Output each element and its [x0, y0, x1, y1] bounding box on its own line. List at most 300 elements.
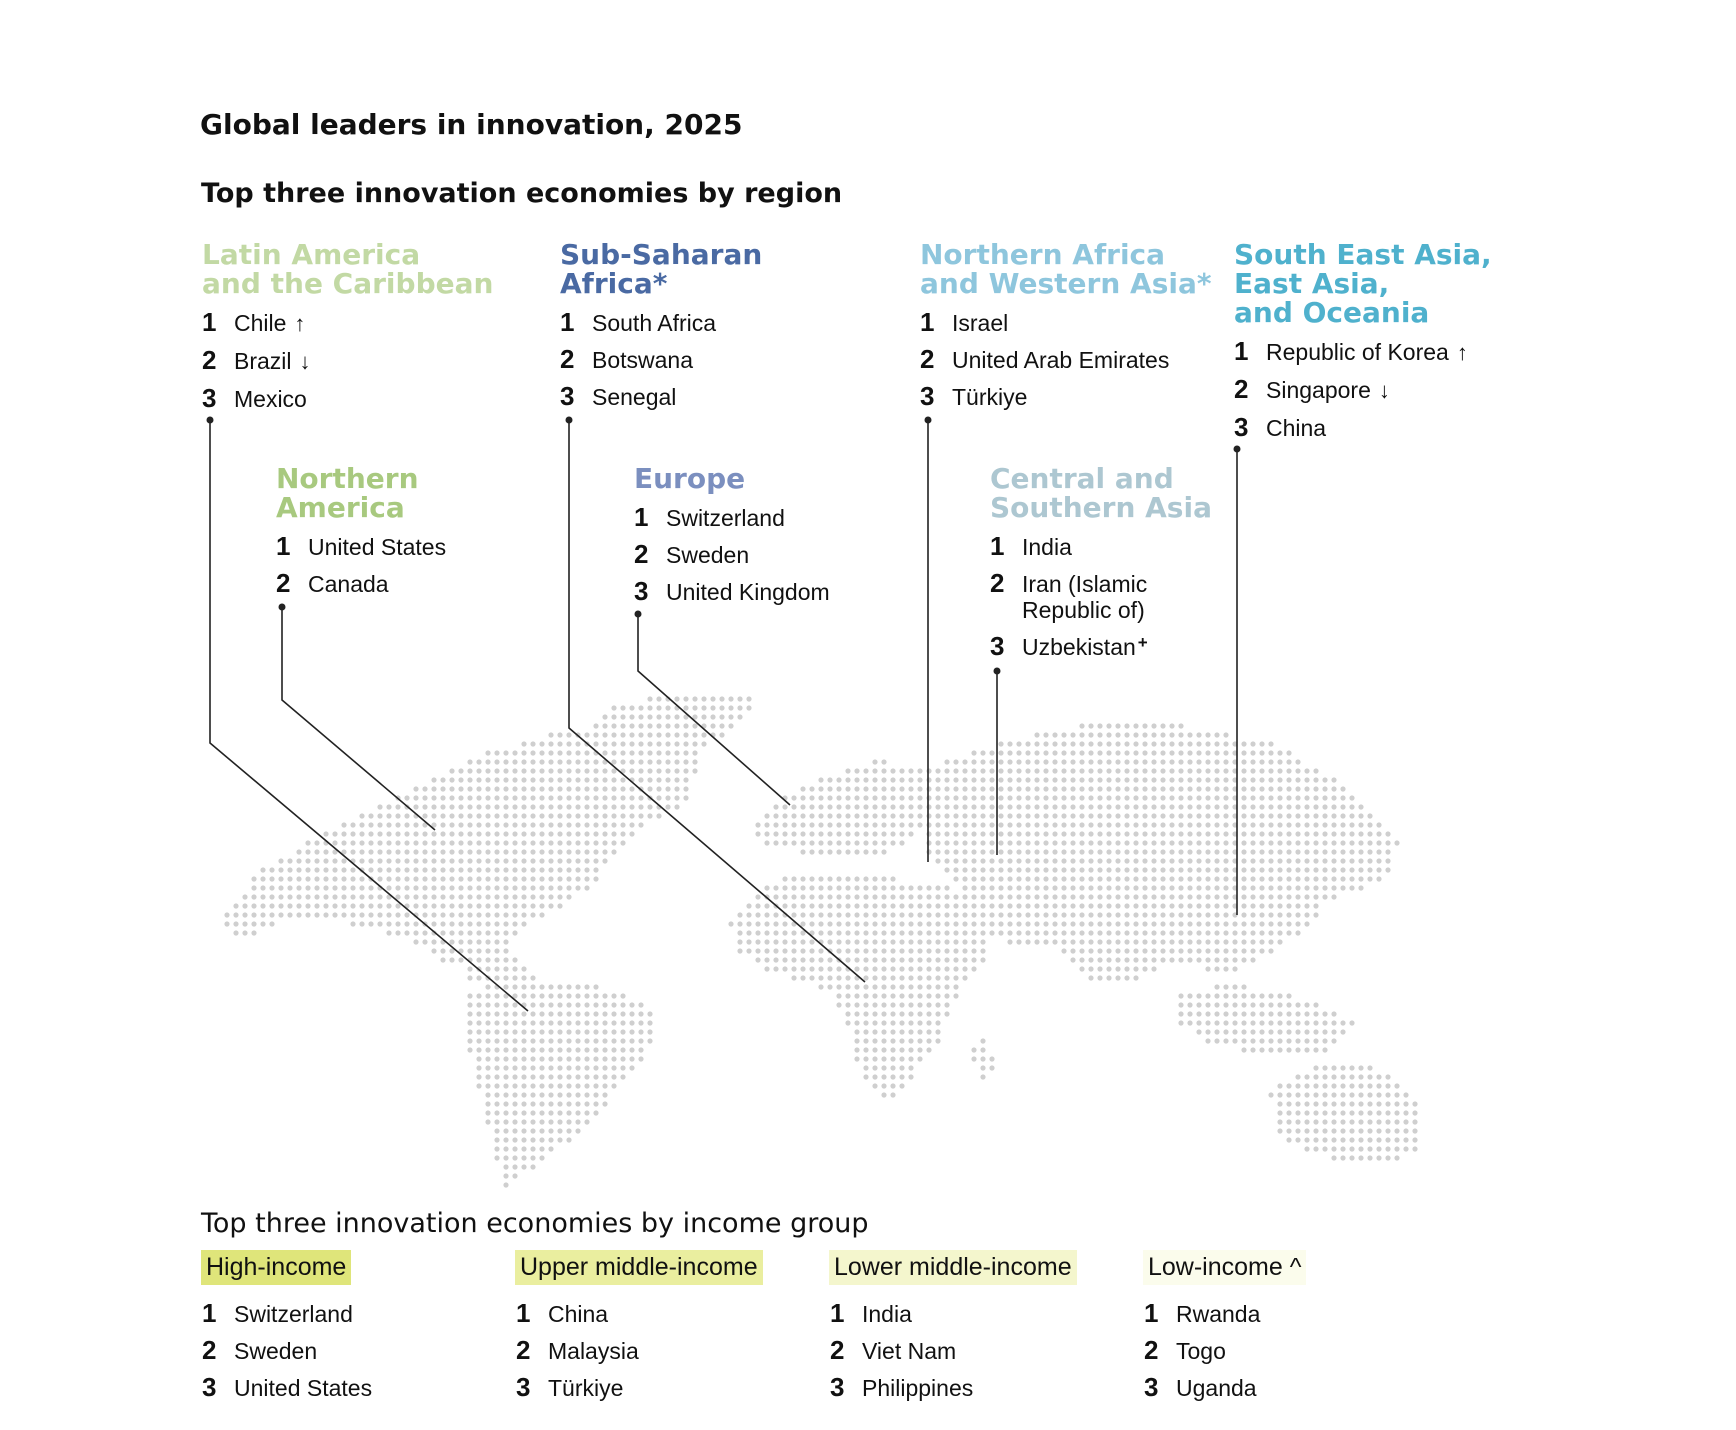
map-dot	[467, 903, 472, 908]
map-dot	[602, 1020, 607, 1025]
map-dot	[836, 894, 841, 899]
map-dot	[467, 1002, 472, 1007]
map-dot	[647, 1038, 652, 1043]
map-dot	[1232, 1011, 1237, 1016]
map-dot	[1124, 903, 1129, 908]
map-dot	[1187, 822, 1192, 827]
map-dot	[926, 975, 931, 980]
map-dot	[782, 903, 787, 908]
map-dot	[1358, 1119, 1363, 1124]
map-dot	[1394, 1110, 1399, 1115]
map-dot	[1358, 1065, 1363, 1070]
map-dot	[395, 858, 400, 863]
map-dot	[872, 984, 877, 989]
map-dot	[575, 741, 580, 746]
map-dot	[1043, 750, 1048, 755]
map-dot	[845, 777, 850, 782]
map-dot	[1331, 1101, 1336, 1106]
map-dot	[944, 885, 949, 890]
map-dot	[1052, 840, 1057, 845]
map-dot	[503, 777, 508, 782]
map-dot	[1052, 939, 1057, 944]
map-dot	[1034, 858, 1039, 863]
map-dot	[926, 777, 931, 782]
map-dot	[998, 795, 1003, 800]
map-dot	[674, 804, 679, 809]
map-dot	[800, 948, 805, 953]
map-dot	[1277, 912, 1282, 917]
map-dot	[665, 741, 670, 746]
map-dot	[890, 1092, 895, 1097]
map-dot	[557, 993, 562, 998]
map-dot	[368, 921, 373, 926]
map-dot	[1106, 930, 1111, 935]
map-dot	[1241, 876, 1246, 881]
rank-number: 3	[920, 381, 935, 411]
map-dot	[593, 1047, 598, 1052]
map-dot	[575, 876, 580, 881]
map-dot	[917, 1038, 922, 1043]
map-dot	[1322, 840, 1327, 845]
map-dot	[314, 840, 319, 845]
map-dot	[1079, 894, 1084, 899]
map-dot	[980, 957, 985, 962]
leader-dot	[207, 417, 214, 424]
map-dot	[1349, 804, 1354, 809]
rank-number: 3	[560, 381, 575, 411]
map-dot	[1178, 867, 1183, 872]
map-dot	[818, 894, 823, 899]
map-dot	[1286, 912, 1291, 917]
map-dot	[305, 849, 310, 854]
map-dot	[872, 1056, 877, 1061]
map-dot	[539, 759, 544, 764]
map-dot	[1322, 1128, 1327, 1133]
map-dot	[503, 858, 508, 863]
map-dot	[503, 984, 508, 989]
map-dot	[980, 804, 985, 809]
map-dot	[386, 885, 391, 890]
map-dot	[1052, 912, 1057, 917]
map-dot	[1178, 723, 1183, 728]
map-dot	[1376, 822, 1381, 827]
map-dot	[1259, 1002, 1264, 1007]
map-dot	[449, 930, 454, 935]
map-dot	[449, 831, 454, 836]
map-dot	[1079, 885, 1084, 890]
map-dot	[548, 1119, 553, 1124]
map-dot	[1214, 957, 1219, 962]
map-dot	[1097, 885, 1102, 890]
map-dot	[1070, 786, 1075, 791]
map-dot	[476, 777, 481, 782]
map-dot	[881, 921, 886, 926]
map-dot	[953, 858, 958, 863]
map-dot	[1268, 831, 1273, 836]
map-dot	[1007, 849, 1012, 854]
map-dot	[1313, 1020, 1318, 1025]
map-dot	[1178, 1011, 1183, 1016]
map-dot	[872, 912, 877, 917]
map-dot	[1322, 1011, 1327, 1016]
map-dot	[980, 786, 985, 791]
map-dot	[1313, 831, 1318, 836]
map-dot	[1124, 912, 1129, 917]
map-dot	[1178, 786, 1183, 791]
map-dot	[926, 1029, 931, 1034]
map-dot	[944, 948, 949, 953]
map-dot	[1259, 795, 1264, 800]
map-dot	[1367, 1065, 1372, 1070]
map-dot	[1214, 786, 1219, 791]
map-dot	[638, 741, 643, 746]
map-dot	[1295, 930, 1300, 935]
map-dot	[845, 804, 850, 809]
map-dot	[827, 930, 832, 935]
map-dot	[1097, 876, 1102, 881]
map-dot	[782, 840, 787, 845]
map-dot	[458, 930, 463, 935]
map-dot	[1079, 966, 1084, 971]
map-dot	[1061, 885, 1066, 890]
map-dot	[620, 1047, 625, 1052]
map-dot	[1169, 759, 1174, 764]
map-dot	[1331, 876, 1336, 881]
map-dot	[908, 1029, 913, 1034]
map-dot	[899, 795, 904, 800]
map-dot	[548, 1020, 553, 1025]
map-dot	[1160, 921, 1165, 926]
map-dot	[1043, 939, 1048, 944]
map-dot	[494, 1056, 499, 1061]
map-dot	[1196, 1011, 1201, 1016]
map-dot	[836, 813, 841, 818]
map-dot	[530, 1011, 535, 1016]
map-dot	[917, 804, 922, 809]
map-dot	[1142, 804, 1147, 809]
map-dot	[971, 804, 976, 809]
map-dot	[575, 768, 580, 773]
map-dot	[1133, 723, 1138, 728]
map-dot	[998, 786, 1003, 791]
map-dot	[1349, 840, 1354, 845]
map-dot	[944, 1011, 949, 1016]
map-dot	[1367, 1155, 1372, 1160]
map-dot	[764, 813, 769, 818]
map-dot	[962, 804, 967, 809]
region-name: Latin America and the Caribbean	[202, 238, 494, 300]
map-dot	[1205, 885, 1210, 890]
map-dot	[1079, 849, 1084, 854]
map-dot	[512, 813, 517, 818]
map-dot	[548, 903, 553, 908]
map-dot	[521, 1101, 526, 1106]
map-dot	[872, 939, 877, 944]
map-dot	[476, 903, 481, 908]
map-dot	[737, 921, 742, 926]
map-dot	[1295, 885, 1300, 890]
map-dot	[854, 840, 859, 845]
map-dot	[458, 786, 463, 791]
map-dot	[1106, 921, 1111, 926]
map-dot	[575, 885, 580, 890]
map-dot	[458, 867, 463, 872]
map-dot	[1268, 912, 1273, 917]
map-dot	[611, 840, 616, 845]
region-central-southern-asia	[990, 464, 1212, 665]
map-dot	[485, 903, 490, 908]
map-dot	[764, 948, 769, 953]
map-dot	[800, 939, 805, 944]
map-dot	[818, 984, 823, 989]
map-dot	[557, 1020, 562, 1025]
map-dot	[395, 930, 400, 935]
map-dot	[836, 822, 841, 827]
map-dot	[665, 705, 670, 710]
map-dot	[323, 894, 328, 899]
country-name: Mexico	[234, 386, 307, 412]
map-dot	[1142, 867, 1147, 872]
map-dot	[1070, 867, 1075, 872]
map-dot	[1250, 1002, 1255, 1007]
map-dot	[1196, 912, 1201, 917]
map-dot	[494, 840, 499, 845]
map-dot	[647, 696, 652, 701]
map-dot	[872, 966, 877, 971]
map-dot	[989, 903, 994, 908]
map-dot	[836, 921, 841, 926]
map-dot	[593, 993, 598, 998]
map-dot	[1259, 1020, 1264, 1025]
map-dot	[1151, 804, 1156, 809]
map-dot	[1016, 885, 1021, 890]
map-dot	[1178, 912, 1183, 917]
map-dot	[350, 840, 355, 845]
map-dot	[818, 849, 823, 854]
map-dot	[1178, 813, 1183, 818]
map-dot	[1043, 930, 1048, 935]
map-dot	[1412, 1110, 1417, 1115]
map-dot	[467, 975, 472, 980]
map-dot	[476, 939, 481, 944]
map-dot	[521, 1119, 526, 1124]
map-dot	[872, 894, 877, 899]
map-dot	[1151, 939, 1156, 944]
map-dot	[1070, 948, 1075, 953]
map-dot	[1115, 948, 1120, 953]
map-dot	[1277, 894, 1282, 899]
map-dot	[809, 822, 814, 827]
map-dot	[458, 822, 463, 827]
map-dot	[881, 786, 886, 791]
map-dot	[800, 957, 805, 962]
map-dot	[566, 1011, 571, 1016]
map-dot	[1088, 813, 1093, 818]
map-dot	[1214, 948, 1219, 953]
map-dot	[809, 921, 814, 926]
map-dot	[1286, 777, 1291, 782]
map-dot	[1034, 912, 1039, 917]
map-dot	[611, 1065, 616, 1070]
map-dot	[224, 921, 229, 926]
map-dot	[926, 804, 931, 809]
map-dot	[548, 1074, 553, 1079]
rank-item	[634, 499, 830, 536]
rank-list	[276, 528, 446, 602]
map-dot	[1115, 822, 1120, 827]
map-dot	[449, 786, 454, 791]
map-dot	[800, 876, 805, 881]
map-dot	[872, 813, 877, 818]
map-dot	[548, 1011, 553, 1016]
map-dot	[548, 849, 553, 854]
map-dot	[1241, 750, 1246, 755]
map-dot	[1286, 840, 1291, 845]
map-dot	[971, 786, 976, 791]
map-dot	[1178, 759, 1183, 764]
map-dot	[1052, 786, 1057, 791]
map-dot	[431, 804, 436, 809]
map-dot	[863, 840, 868, 845]
map-dot	[1259, 894, 1264, 899]
map-dot	[863, 1020, 868, 1025]
map-dot	[1097, 750, 1102, 755]
map-dot	[881, 1029, 886, 1034]
map-dot	[368, 912, 373, 917]
map-dot	[1178, 822, 1183, 827]
map-dot	[656, 768, 661, 773]
map-dot	[800, 795, 805, 800]
map-dot	[1277, 1083, 1282, 1088]
map-dot	[1214, 804, 1219, 809]
map-dot	[467, 885, 472, 890]
map-dot	[1133, 948, 1138, 953]
map-dot	[1079, 930, 1084, 935]
map-dot	[386, 813, 391, 818]
map-dot	[1034, 777, 1039, 782]
map-dot	[1061, 930, 1066, 935]
map-dot	[1205, 1011, 1210, 1016]
map-dot	[683, 741, 688, 746]
map-dot	[683, 768, 688, 773]
map-dot	[1376, 1119, 1381, 1124]
map-dot	[656, 732, 661, 737]
map-dot	[1160, 912, 1165, 917]
map-dot	[818, 975, 823, 980]
map-dot	[926, 813, 931, 818]
map-dot	[584, 1038, 589, 1043]
map-dot	[1268, 993, 1273, 998]
map-dot	[287, 885, 292, 890]
map-dot	[890, 1047, 895, 1052]
map-dot	[233, 921, 238, 926]
map-dot	[404, 885, 409, 890]
map-dot	[1070, 939, 1075, 944]
map-dot	[1124, 804, 1129, 809]
map-dot	[1097, 813, 1102, 818]
map-dot	[1160, 768, 1165, 773]
map-dot	[935, 786, 940, 791]
map-dot	[1250, 1029, 1255, 1034]
map-dot	[1223, 804, 1228, 809]
map-dot	[305, 903, 310, 908]
map-dot	[431, 876, 436, 881]
country-name: Botswana	[592, 347, 694, 373]
map-dot	[917, 903, 922, 908]
country-name: Malaysia	[548, 1338, 639, 1364]
map-dot	[935, 822, 940, 827]
map-dot	[1214, 1029, 1219, 1034]
map-dot	[647, 813, 652, 818]
map-dot	[935, 885, 940, 890]
map-dot	[1394, 1119, 1399, 1124]
map-dot	[1133, 759, 1138, 764]
map-dot	[1376, 876, 1381, 881]
map-dot	[341, 912, 346, 917]
map-dot	[791, 894, 796, 899]
map-dot	[764, 921, 769, 926]
map-dot	[449, 840, 454, 845]
map-dot	[584, 858, 589, 863]
map-dot	[1061, 831, 1066, 836]
map-dot	[854, 939, 859, 944]
map-dot	[1268, 822, 1273, 827]
map-dot	[1367, 813, 1372, 818]
map-dot	[1124, 858, 1129, 863]
map-dot	[512, 1011, 517, 1016]
map-dot	[476, 1074, 481, 1079]
map-dot	[962, 921, 967, 926]
map-dot	[386, 858, 391, 863]
map-dot	[944, 759, 949, 764]
rank-item	[202, 304, 493, 342]
map-dot	[1088, 894, 1093, 899]
map-dot	[980, 813, 985, 818]
map-dot	[1034, 921, 1039, 926]
map-dot	[404, 795, 409, 800]
map-dot	[674, 777, 679, 782]
map-dot	[845, 813, 850, 818]
map-dot	[638, 759, 643, 764]
map-dot	[521, 1038, 526, 1043]
map-dot	[1304, 903, 1309, 908]
map-dot	[1034, 939, 1039, 944]
map-dot	[395, 804, 400, 809]
map-dot	[494, 831, 499, 836]
map-dot	[1070, 768, 1075, 773]
map-dot	[422, 903, 427, 908]
map-dot	[872, 849, 877, 854]
map-dot	[1178, 777, 1183, 782]
map-dot	[1403, 1092, 1408, 1097]
map-dot	[791, 975, 796, 980]
map-dot	[557, 1029, 562, 1034]
map-dot	[926, 1020, 931, 1025]
map-dot	[1169, 732, 1174, 737]
map-dot	[980, 912, 985, 917]
map-dot	[422, 831, 427, 836]
map-dot	[1070, 840, 1075, 845]
map-dot	[1241, 804, 1246, 809]
map-dot	[1286, 1011, 1291, 1016]
map-dot	[1070, 813, 1075, 818]
map-dot	[611, 1020, 616, 1025]
map-dot	[1133, 912, 1138, 917]
map-dot	[503, 759, 508, 764]
map-dot	[503, 1020, 508, 1025]
map-dot	[584, 849, 589, 854]
map-dot	[1088, 768, 1093, 773]
